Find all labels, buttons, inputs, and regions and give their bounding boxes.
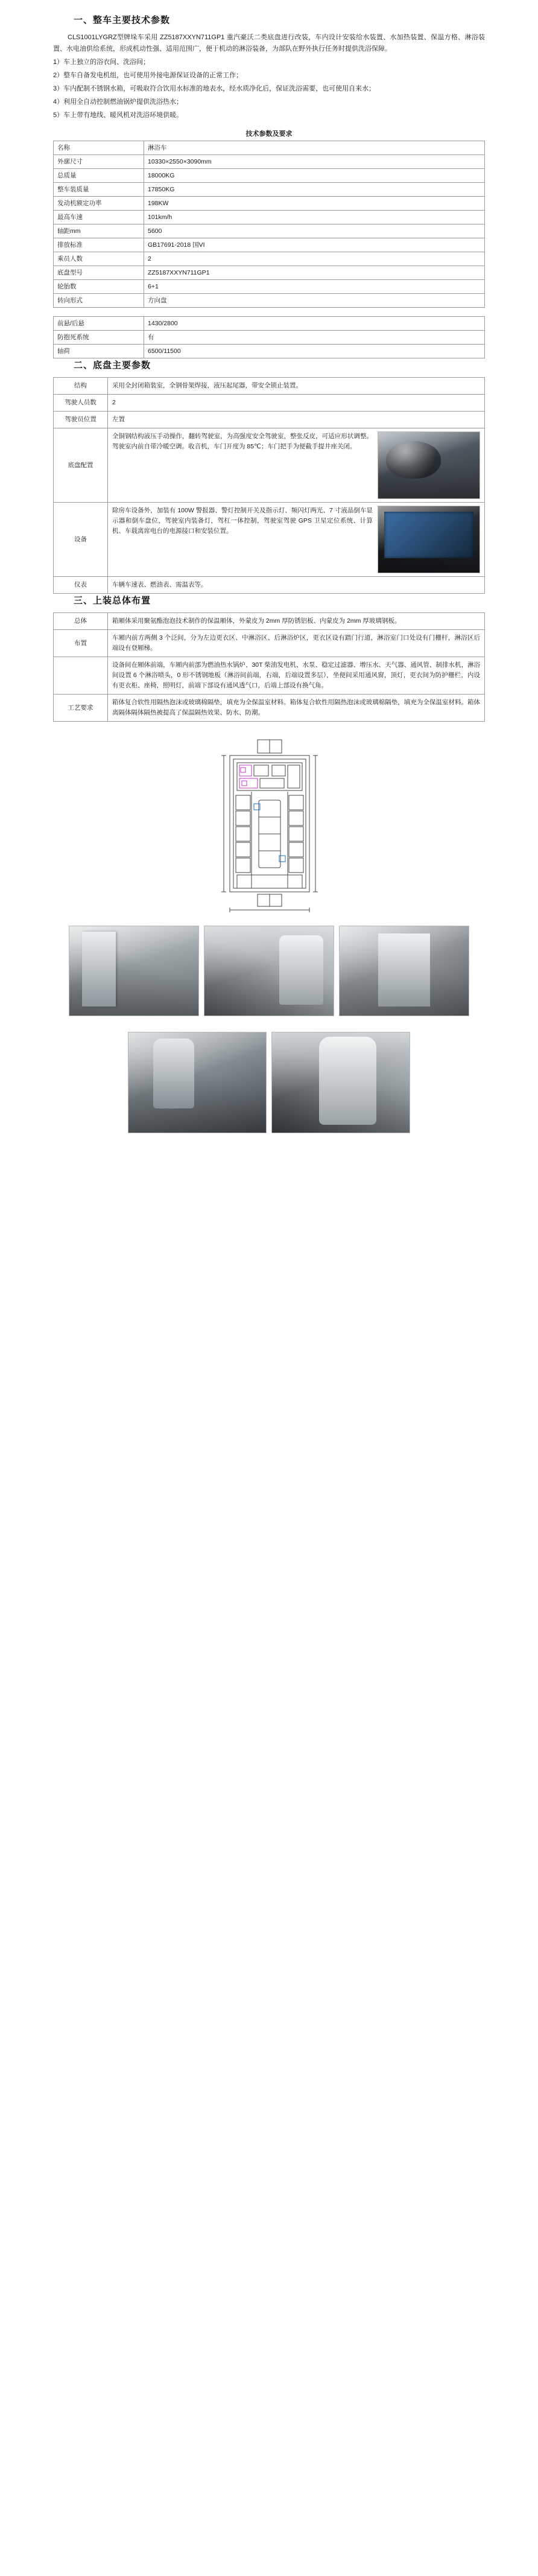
table-row	[54, 613, 485, 630]
chassis-row-text: 全铜钢结构液压手动操作，翻转驾驶室，为高强度安全驾驶室，整张反皮，可适应形状调整。驾驶室内前自带冷暖空调。收音机，车门开度为 85℃；车门把手为便截手提井座关闭。	[112, 433, 373, 450]
section-1-paragraph-3: 3）车内配制不锈钢水箱，可吸取符合饮用水标准的地表水，经水质净化后，保证洗浴需要，也可使用自来水；	[53, 85, 376, 92]
chassis-row-label: 结构	[54, 378, 108, 395]
table-row	[54, 630, 485, 657]
spec-value: 2	[144, 252, 485, 266]
layout-row-label: 总体	[54, 613, 108, 630]
spec-key: 轴距mm	[54, 224, 144, 238]
spec-value: 5600	[144, 224, 485, 238]
table-row	[54, 412, 485, 428]
spec-value: 198KW	[144, 197, 485, 211]
chassis-table	[53, 377, 485, 594]
spec-value: 17850KG	[144, 183, 485, 197]
chassis-row-text: 2	[108, 395, 485, 412]
spec-value: 101km/h	[144, 211, 485, 224]
table-row	[54, 695, 485, 722]
chassis-row-label: 驾驶员位置	[54, 412, 108, 428]
equipment-room-photo-1	[128, 1032, 267, 1133]
layout-row-text: 箱厢体采用聚氨酯泡泡技术制作的保温厢体，外蒙皮为 2mm 厚防锈铝板、内蒙皮为 2mm 厚玻璃钢板。	[108, 613, 485, 630]
section-1-paragraph-1: 1）车上独立的浴衣间、洗浴间；	[53, 59, 150, 66]
shower-room-photo-2	[204, 926, 334, 1016]
spec-value: 有	[144, 331, 485, 345]
spec-table-secondary	[53, 316, 485, 358]
table-row	[54, 577, 485, 594]
spec-key: 最高车速	[54, 211, 144, 224]
table-row	[54, 183, 485, 197]
equipment-room-photo-row	[53, 1032, 485, 1133]
table-row	[54, 211, 485, 224]
chassis-row-label: 设备	[54, 503, 108, 577]
section-2-heading: 二、底盘主要参数	[74, 360, 151, 370]
section-1-paragraph-5: 5）车上带有地线、暖风机对洗浴环境供暖。	[53, 112, 183, 119]
spec-value: 6+1	[144, 280, 485, 294]
shower-room-photo-row	[53, 926, 485, 1016]
spec-table-title: 技术参数及要求	[245, 130, 293, 138]
table-row	[54, 169, 485, 183]
layout-row-text: 箱体复合软性用隔热泡沫或玻璃棉隔垫，填充为全保温室材料。箱体复合软性用隔热泡沫或玻璃棉隔垫，填充为全保温室材料。箱体离隔体隔体隔热被提高了保温隔热效果、防水、防潮。	[108, 695, 485, 722]
table-row	[54, 141, 485, 155]
table-row	[54, 238, 485, 252]
table-row	[54, 197, 485, 211]
layout-table	[53, 612, 485, 722]
table-row	[54, 317, 485, 331]
spec-value: 淋浴车	[144, 141, 485, 155]
table-row	[54, 395, 485, 412]
spec-table	[53, 141, 485, 308]
table-row	[54, 224, 485, 238]
chassis-row-text: 除房车设备外，加装有 100W 警报器、警灯控制开关及指示灯、频闪灯两光、7 寸液晶倒车显示器和倒车盘位，驾驶室内装备灯，驾杠一体控制，驾驶室驾驶 GPS 卫星定位系统、计算机、车载离席电台的电源接口和安装位置。	[112, 507, 373, 535]
layout-row-label: 布置	[54, 630, 108, 657]
section-1-paragraph-2: 2）整车自备发电机组，也可使用外接电源保证设备的正常工作；	[53, 72, 243, 79]
table-row	[54, 331, 485, 345]
table-row	[54, 294, 485, 308]
chassis-row-label: 底盘配置	[54, 428, 108, 503]
layout-row-text: 设备间在厢体前端，车厢内前部为燃油热水锅炉、30T 柴油发电机、水泵、稳定过滤器、增压水、天气器、通风管、制排水机，淋浴间设置 6 个淋浴喷头，0 形不锈钢地板（淋浴间前端，右端，后端设置多层），坐便间采用通风窗，顶灯，更衣间为防护栅栏，内设有更衣柜、座椅，照明灯，前端下部设有通风透气口，后端上部设有换气角。	[108, 657, 485, 695]
chassis-row-label: 仪表	[54, 577, 108, 594]
monitor-photo	[378, 506, 480, 573]
spec-value: 10330×2550×3090mm	[144, 155, 485, 169]
table-row	[54, 252, 485, 266]
cab-interior-photo	[378, 431, 480, 499]
equipment-room-photo-2	[271, 1032, 410, 1133]
chassis-row-text: 左置	[108, 412, 485, 428]
spec-value: GB17691-2018 国VI	[144, 238, 485, 252]
spec-key: 轴荷	[54, 345, 144, 358]
spec-key: 转向形式	[54, 294, 144, 308]
spec-key: 排放标准	[54, 238, 144, 252]
table-row	[54, 345, 485, 358]
spec-key: 外廓尺寸	[54, 155, 144, 169]
section-3-heading: 三、上装总体布置	[74, 596, 151, 606]
document-body	[53, 13, 485, 1155]
layout-row-label	[54, 657, 108, 695]
table-row	[54, 503, 485, 577]
table-row	[54, 428, 485, 503]
chassis-row-text: 采用全封闭箱装室，全钢骨架焊接，液压起尾器，带安全锁止装置。	[108, 378, 485, 395]
section-1-paragraph-0: CLS1001LYGRZ型牌垛车采用 ZZ5187XXYN711GP1 重汽豪沃二类底盘进行改装，车内设计安装给水装置、水加热装置、保温方格、淋浴装置、水电油供给系统，形成机动性强、适用范围广，便于机动的淋浴装备，为部队在野外执行任务时提供洗浴保障。	[53, 34, 485, 52]
spec-key: 防抱死系统	[54, 331, 144, 345]
section-1-paragraph-4: 4）利用全自动控制燃油锅炉提供洗浴热水；	[53, 98, 183, 106]
chassis-row-label: 驾驶人员数	[54, 395, 108, 412]
spec-key: 总质量	[54, 169, 144, 183]
layout-row-text: 车厢内前方两侧 3 个泛间，分为左边更衣区、中淋浴区、后淋浴炉区，更衣区设有踏门行道，淋浴室门口处设有门栅杆，淋浴区后端设有登厢梯。	[108, 630, 485, 657]
table-row	[54, 378, 485, 395]
layout-row-label: 工艺要求	[54, 695, 108, 722]
spec-key: 名称	[54, 141, 144, 155]
spec-key: 乘员人数	[54, 252, 144, 266]
spec-value: 1430/2800	[144, 317, 485, 331]
spec-key: 轮胎数	[54, 280, 144, 294]
spec-key: 底盘型号	[54, 266, 144, 280]
spec-value: 6500/11500	[144, 345, 485, 358]
table-row	[54, 280, 485, 294]
table-row	[54, 657, 485, 695]
section-1-heading: 一、整车主要技术参数	[74, 15, 171, 25]
table-row	[54, 266, 485, 280]
table-row	[54, 155, 485, 169]
spec-value: 方向盘	[144, 294, 485, 308]
spec-key: 发动机额定功率	[54, 197, 144, 211]
shower-room-photo-3	[339, 926, 469, 1016]
chassis-row-text: 车辆车速表、燃油表、需温表等。	[108, 577, 485, 594]
spec-key: 前悬/后悬	[54, 317, 144, 331]
floor-plan-drawing	[139, 737, 399, 916]
spec-value: 18000KG	[144, 169, 485, 183]
shower-room-photo-1	[69, 926, 199, 1016]
spec-key: 整车装质量	[54, 183, 144, 197]
spec-value: ZZ5187XXYN711GP1	[144, 266, 485, 280]
